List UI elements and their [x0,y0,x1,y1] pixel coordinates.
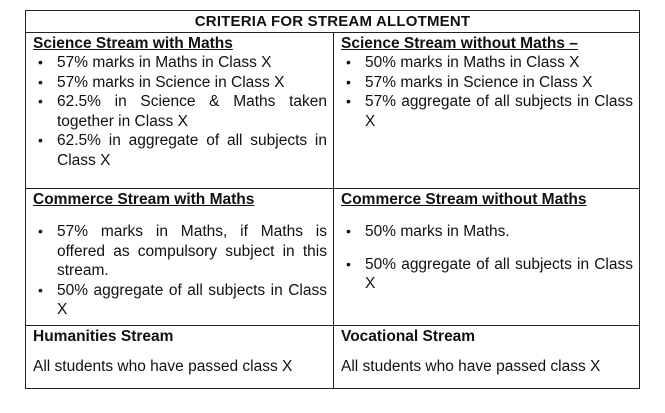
criterion-text: 57% marks in Maths, if Maths is offered as compulsory subject in this stream. [57,223,327,279]
list-item [33,73,327,93]
bullet-icon: • [346,54,351,70]
bullet-icon: • [346,73,351,90]
criterion-text: 50% marks in Maths in Class X [365,54,580,71]
science-without-maths-list [341,53,633,131]
bullet-icon: • [346,93,351,109]
science-with-maths-cell [26,33,334,188]
list-item [341,222,633,242]
science-with-maths-list [33,53,327,170]
list-item [33,53,327,73]
list-item [341,92,633,131]
criterion-text: 57% marks in Maths in Class X [57,54,272,71]
criterion-text: 62.5% in Science & Maths taken together in Class X [57,93,327,130]
table-row [26,325,639,388]
table-row [26,188,639,325]
commerce-without-maths-cell [334,189,639,325]
criterion-text: 57% marks in Science in Class X [57,73,285,91]
list-item [341,255,633,294]
commerce-with-maths-list [33,222,327,320]
list-item [33,281,327,320]
vocational-heading: Vocational Stream [341,328,476,345]
humanities-criterion: All students who have passed class X [33,358,293,375]
list-item [341,73,633,93]
bullet-icon: • [38,93,43,109]
criteria-table [25,10,640,389]
list-item [33,131,327,170]
vocational-cell [334,326,639,388]
humanities-heading: Humanities Stream [33,328,174,345]
list-item [341,53,633,73]
bullet-icon: • [38,281,43,298]
criterion-text: 57% aggregate of all subjects in Class X [365,93,633,130]
list-item [33,222,327,281]
humanities-cell [26,326,334,388]
criterion-text: 50% aggregate of all subjects in Class X [57,281,327,318]
table-row [26,33,639,188]
commerce-with-maths-heading: Commerce Stream with Maths [33,191,255,208]
criterion-text: 57% marks in Science in Class X [365,73,593,91]
bullet-icon: • [346,255,351,272]
bullet-icon: • [38,54,43,70]
list-item [33,92,327,131]
science-with-maths-heading: Science Stream with Maths [33,35,233,52]
science-without-maths-heading: Science Stream without Maths – [341,35,578,52]
science-without-maths-cell [334,33,639,188]
commerce-without-maths-heading: Commerce Stream without Maths [341,191,587,208]
commerce-with-maths-cell [26,189,334,325]
bullet-icon: • [38,73,43,90]
criterion-text: 62.5% in aggregate of all subjects in Class X [57,132,327,169]
bullet-icon: • [346,223,351,239]
vocational-criterion: All students who have passed class X [341,358,601,375]
bullet-icon: • [38,132,43,148]
bullet-icon: • [38,223,43,239]
table-title: CRITERIA FOR STREAM ALLOTMENT [26,11,639,33]
criterion-text: 50% marks in Maths. [365,223,510,240]
commerce-without-maths-list [341,222,633,294]
criterion-text: 50% aggregate of all subjects in Class X [365,255,633,292]
